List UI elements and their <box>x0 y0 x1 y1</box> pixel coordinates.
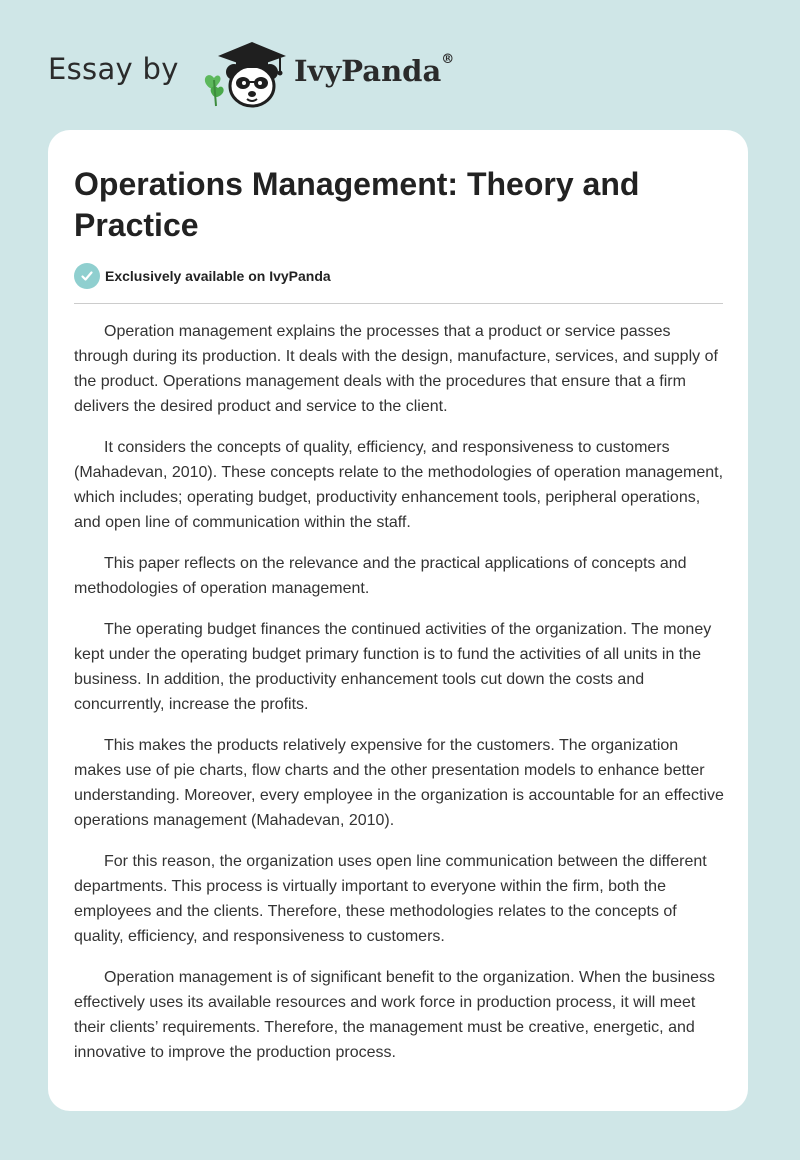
paragraph: For this reason, the organization uses open line communication between the different departments. This process is virtually important to everyone within the firm, both the employees and the clients. Therefore, these methodologies relates to the concepts of quality, efficiency, and responsiveness to customers. <box>74 853 707 945</box>
paragraph: Operation management explains the processes that a product or service passes through during its production. It deals with the design, manufacture, services, and supply of the product. Operations management deals with the procedures that ensure that a firm delivers the desired product and service to the client. <box>74 323 718 415</box>
essay-by-label: Essay by <box>48 52 179 86</box>
exclusive-badge-label: Exclusively available on IvyPanda <box>105 268 331 284</box>
exclusive-badge <box>74 263 331 289</box>
check-circle-icon <box>74 263 100 289</box>
site-header <box>48 30 568 110</box>
brand-name-text: IvyPanda <box>294 54 442 88</box>
panda-graduate-icon <box>200 36 292 110</box>
ivypanda-logo-icon[interactable] <box>200 36 292 110</box>
essay-body <box>74 319 726 1081</box>
paragraph: This makes the products relatively expensive for the customers. The organization makes use of pie charts, flow charts and the other presentation models to enhance better understanding. Moreover, every employee in the organization is accountable for an effective operations management (Mahadevan, 2010). <box>74 737 724 829</box>
page-title: Operations Management: Theory and Practice <box>74 166 640 243</box>
paragraph: Operation management is of significant benefit to the organization. When the business effectively uses its available resources and work force in production process, it will meet their clients’ requirements. Therefore, the management must be creative, energetic, and innovative to improve the production process. <box>74 969 716 1061</box>
paragraph: It considers the concepts of quality, efficiency, and responsiveness to customers (Mahadevan, 2010). These concepts relate to the methodologies of operation management, which includes; operating budget, productivity enhancement tools, peripheral operations, and open line of communication within the staff. <box>74 439 724 531</box>
brand-name[interactable] <box>294 54 454 88</box>
essay-card <box>48 130 748 1111</box>
registered-mark: ® <box>441 52 455 67</box>
paragraph: This paper reflects on the relevance and the practical applications of concepts and methodologies of operation management. <box>74 555 687 597</box>
divider <box>74 303 723 304</box>
paragraph: The operating budget finances the continued activities of the organization. The money kept under the operating budget primary function is to fund the activities of all units in the business. In addition, the productivity enhancement tools cut down the costs and concurrently, increase the profits. <box>74 621 712 713</box>
